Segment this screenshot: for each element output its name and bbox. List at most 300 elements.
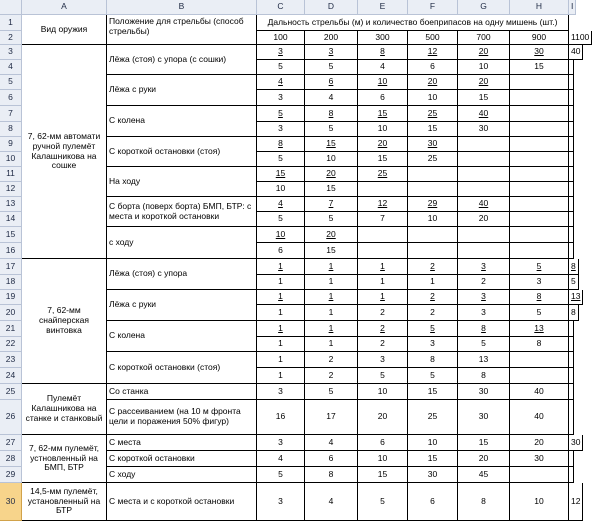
data-cell-e30[interactable] bbox=[358, 483, 408, 521]
data-cell-d4[interactable] bbox=[305, 60, 358, 75]
data-cell-g14[interactable] bbox=[458, 212, 510, 227]
position-cell-16[interactable]: С ходу bbox=[107, 467, 257, 483]
data-cell-h28[interactable] bbox=[510, 451, 569, 467]
data-cell-e25[interactable] bbox=[358, 384, 408, 400]
cell-value: 15 bbox=[326, 183, 336, 194]
position-cell-1[interactable]: Лёжа (стоя) с упора (с сошки) bbox=[107, 45, 257, 75]
weapon-group-1[interactable]: 7, 62-мм автомати ручной пулемёт Калашникова на сошке bbox=[22, 45, 107, 259]
data-cell-g12[interactable] bbox=[458, 182, 510, 197]
data-cell-h29[interactable] bbox=[510, 467, 569, 483]
data-cell-f30[interactable] bbox=[408, 483, 458, 521]
data-cell-c28[interactable] bbox=[257, 451, 305, 467]
row-header-2[interactable]: 2 bbox=[0, 31, 22, 45]
data-cell-d23[interactable] bbox=[305, 352, 358, 368]
data-cell-c24[interactable] bbox=[257, 368, 305, 384]
data-cell-e17[interactable] bbox=[358, 259, 408, 275]
data-cell-d18[interactable] bbox=[305, 275, 358, 290]
row-header-22[interactable]: 22 bbox=[0, 337, 22, 352]
data-cell-c10[interactable] bbox=[257, 152, 305, 167]
data-cell-h12[interactable] bbox=[510, 182, 569, 197]
data-cell-f8[interactable] bbox=[408, 122, 458, 137]
cell-value: 1 bbox=[430, 276, 435, 287]
data-cell-h15[interactable] bbox=[510, 227, 569, 243]
row-header-17[interactable]: 17 bbox=[0, 259, 22, 275]
data-cell-h20[interactable] bbox=[510, 305, 569, 321]
data-cell-i30[interactable] bbox=[569, 483, 583, 521]
data-cell-g11[interactable] bbox=[458, 167, 510, 182]
position-cell-17[interactable]: С места и с короткой остановки bbox=[107, 483, 257, 521]
weapon-group-5[interactable]: 14,5-мм пулемёт, установленный на БТР bbox=[22, 483, 107, 521]
data-cell-c17[interactable] bbox=[257, 259, 305, 275]
data-cell-c16[interactable] bbox=[257, 243, 305, 259]
data-cell-e29[interactable] bbox=[358, 467, 408, 483]
data-cell-d3[interactable] bbox=[305, 45, 358, 60]
data-cell-c7[interactable] bbox=[257, 106, 305, 122]
data-cell-d21[interactable] bbox=[305, 321, 358, 337]
data-cell-d27[interactable] bbox=[305, 435, 358, 451]
data-cell-g8[interactable] bbox=[458, 122, 510, 137]
cell-value: 3 bbox=[278, 123, 283, 134]
data-cell-h25[interactable] bbox=[510, 384, 569, 400]
data-cell-c4[interactable] bbox=[257, 60, 305, 75]
position-cell-9[interactable]: Лёжа с руки bbox=[107, 290, 257, 321]
data-cell-f10[interactable] bbox=[408, 152, 458, 167]
cell-value: 2 bbox=[430, 291, 435, 302]
data-cell-d14[interactable] bbox=[305, 212, 358, 227]
row-header-7[interactable]: 7 bbox=[0, 106, 22, 122]
position-cell-14[interactable]: С места bbox=[107, 435, 257, 451]
data-cell-f7[interactable] bbox=[408, 106, 458, 122]
cell-value: 10 bbox=[377, 452, 388, 463]
header-range-500[interactable]: 500 bbox=[408, 31, 458, 45]
data-cell-i18[interactable] bbox=[569, 275, 579, 290]
column-header-b[interactable]: B bbox=[107, 0, 257, 15]
data-cell-g29[interactable] bbox=[458, 467, 510, 483]
data-cell-d22[interactable] bbox=[305, 337, 358, 352]
cell-value: 1 bbox=[328, 291, 334, 302]
data-cell-i12[interactable] bbox=[569, 182, 574, 197]
cell-value: 10 bbox=[478, 61, 489, 72]
data-cell-c21[interactable] bbox=[257, 321, 305, 337]
data-cell-c15[interactable] bbox=[257, 227, 305, 243]
data-cell-c26[interactable] bbox=[257, 400, 305, 435]
cell-value: 3 bbox=[481, 291, 486, 302]
header-range-900[interactable]: 900 bbox=[510, 31, 569, 45]
data-cell-c6[interactable] bbox=[257, 90, 305, 106]
data-cell-d20[interactable] bbox=[305, 305, 358, 321]
data-cell-d13[interactable] bbox=[305, 197, 358, 212]
data-cell-h4[interactable] bbox=[510, 60, 569, 75]
column-header-e[interactable]: E bbox=[358, 0, 408, 15]
row-header-13[interactable]: 13 bbox=[0, 197, 22, 212]
data-cell-c12[interactable] bbox=[257, 182, 305, 197]
data-cell-f27[interactable] bbox=[408, 435, 458, 451]
data-cell-g30[interactable] bbox=[458, 483, 510, 521]
data-cell-d8[interactable] bbox=[305, 122, 358, 137]
data-cell-h9[interactable] bbox=[510, 137, 569, 152]
data-cell-f23[interactable] bbox=[408, 352, 458, 368]
data-cell-c27[interactable] bbox=[257, 435, 305, 451]
data-cell-h8[interactable] bbox=[510, 122, 569, 137]
data-cell-c18[interactable] bbox=[257, 275, 305, 290]
data-cell-g23[interactable] bbox=[458, 352, 510, 368]
row-header-18[interactable]: 18 bbox=[0, 275, 22, 290]
data-cell-h14[interactable] bbox=[510, 212, 569, 227]
data-cell-e3[interactable] bbox=[358, 45, 408, 60]
data-cell-c8[interactable] bbox=[257, 122, 305, 137]
cell-value: 5 bbox=[278, 213, 283, 224]
cell-value: 7 bbox=[380, 213, 385, 224]
data-cell-c13[interactable] bbox=[257, 197, 305, 212]
data-cell-e11[interactable] bbox=[358, 167, 408, 182]
data-cell-d30[interactable] bbox=[305, 483, 358, 521]
data-cell-c11[interactable] bbox=[257, 167, 305, 182]
data-cell-d26[interactable] bbox=[305, 400, 358, 435]
data-cell-i6[interactable] bbox=[569, 90, 574, 106]
position-cell-13[interactable]: С рассеиванием (на 10 м фронта цели и поражения 50% фигур) bbox=[107, 400, 257, 435]
data-cell-f15[interactable] bbox=[408, 227, 458, 243]
data-cell-g9[interactable] bbox=[458, 137, 510, 152]
position-cell-7[interactable]: с ходу bbox=[107, 227, 257, 259]
data-cell-g13[interactable] bbox=[458, 197, 510, 212]
row-header-28[interactable]: 28 bbox=[0, 451, 22, 467]
data-cell-f24[interactable] bbox=[408, 368, 458, 384]
position-cell-8[interactable]: Лёжа (стоя) с упора bbox=[107, 259, 257, 290]
data-cell-i3[interactable] bbox=[569, 45, 583, 60]
data-cell-f21[interactable] bbox=[408, 321, 458, 337]
data-cell-i22[interactable] bbox=[569, 337, 574, 352]
data-cell-g3[interactable] bbox=[458, 45, 510, 60]
data-cell-d15[interactable] bbox=[305, 227, 358, 243]
data-cell-c20[interactable] bbox=[257, 305, 305, 321]
data-cell-e22[interactable] bbox=[358, 337, 408, 352]
column-header-a[interactable]: A bbox=[22, 0, 107, 15]
data-cell-e13[interactable] bbox=[358, 197, 408, 212]
data-cell-i8[interactable] bbox=[569, 122, 574, 137]
row-header-5[interactable]: 5 bbox=[0, 75, 22, 90]
data-cell-d10[interactable] bbox=[305, 152, 358, 167]
data-cell-i10[interactable] bbox=[569, 152, 574, 167]
data-cell-i15[interactable] bbox=[569, 227, 574, 243]
data-cell-e28[interactable] bbox=[358, 451, 408, 467]
data-cell-i28[interactable] bbox=[569, 451, 574, 467]
data-cell-h6[interactable] bbox=[510, 90, 569, 106]
cell-value: 2 bbox=[328, 369, 334, 380]
column-header-f[interactable]: F bbox=[408, 0, 458, 15]
data-cell-h23[interactable] bbox=[510, 352, 569, 368]
row-header-23[interactable]: 23 bbox=[0, 352, 22, 368]
data-cell-f22[interactable] bbox=[408, 337, 458, 352]
data-cell-i9[interactable] bbox=[569, 137, 574, 152]
data-cell-e9[interactable] bbox=[358, 137, 408, 152]
data-cell-e15[interactable] bbox=[358, 227, 408, 243]
position-cell-11[interactable]: С короткой остановки (стоя) bbox=[107, 352, 257, 384]
data-cell-d9[interactable] bbox=[305, 137, 358, 152]
data-cell-f19[interactable] bbox=[408, 290, 458, 305]
data-cell-f16[interactable] bbox=[408, 243, 458, 259]
row-header-25[interactable]: 25 bbox=[0, 384, 22, 400]
data-cell-h3[interactable] bbox=[510, 45, 569, 60]
data-cell-h26[interactable] bbox=[510, 400, 569, 435]
cell-value: 29 bbox=[427, 198, 438, 209]
cell-value: 1 bbox=[278, 276, 283, 287]
data-cell-f29[interactable] bbox=[408, 467, 458, 483]
position-cell-15[interactable]: С короткой остановки bbox=[107, 451, 257, 467]
header-range-1100[interactable]: 1100 bbox=[569, 31, 592, 45]
data-cell-f18[interactable] bbox=[408, 275, 458, 290]
data-cell-e23[interactable] bbox=[358, 352, 408, 368]
row-header-21[interactable]: 21 bbox=[0, 321, 22, 337]
data-cell-i11[interactable] bbox=[569, 167, 574, 182]
data-cell-f26[interactable] bbox=[408, 400, 458, 435]
data-cell-h16[interactable] bbox=[510, 243, 569, 259]
cell-value: 8 bbox=[380, 46, 385, 57]
data-cell-f14[interactable] bbox=[408, 212, 458, 227]
row-header-16[interactable]: 16 bbox=[0, 243, 22, 259]
data-cell-d24[interactable] bbox=[305, 368, 358, 384]
data-cell-f13[interactable] bbox=[408, 197, 458, 212]
weapon-group-2[interactable]: 7, 62-мм снайперская винтовка bbox=[22, 259, 107, 384]
data-cell-c5[interactable] bbox=[257, 75, 305, 90]
row-header-4[interactable]: 4 bbox=[0, 60, 22, 75]
cell-value: 6 bbox=[328, 76, 334, 87]
position-cell-10[interactable]: С колена bbox=[107, 321, 257, 352]
cell-value: 25 bbox=[427, 153, 438, 164]
position-cell-5[interactable]: На ходу bbox=[107, 167, 257, 197]
data-cell-c30[interactable] bbox=[257, 483, 305, 521]
data-cell-c29[interactable] bbox=[257, 467, 305, 483]
header-range-700[interactable]: 700 bbox=[458, 31, 510, 45]
data-cell-h13[interactable] bbox=[510, 197, 569, 212]
data-cell-f6[interactable] bbox=[408, 90, 458, 106]
data-cell-f3[interactable] bbox=[408, 45, 458, 60]
cell-value: 1 bbox=[380, 276, 385, 287]
data-cell-g18[interactable] bbox=[458, 275, 510, 290]
row-header-3[interactable]: 3 bbox=[0, 45, 22, 60]
row-header-6[interactable]: 6 bbox=[0, 90, 22, 106]
position-cell-6[interactable]: С борта (поверх борта) БМП, БТР: с места и короткой остановки bbox=[107, 197, 257, 227]
data-cell-e5[interactable] bbox=[358, 75, 408, 90]
data-cell-g25[interactable] bbox=[458, 384, 510, 400]
cell-value: 13 bbox=[571, 291, 581, 302]
data-cell-g27[interactable] bbox=[458, 435, 510, 451]
cell-value: 4 bbox=[278, 76, 283, 87]
data-cell-f20[interactable] bbox=[408, 305, 458, 321]
data-cell-d5[interactable] bbox=[305, 75, 358, 90]
data-cell-i5[interactable] bbox=[569, 75, 574, 90]
column-header-h[interactable]: H bbox=[510, 0, 569, 15]
data-cell-g17[interactable] bbox=[458, 259, 510, 275]
data-cell-e26[interactable] bbox=[358, 400, 408, 435]
data-cell-g7[interactable] bbox=[458, 106, 510, 122]
data-cell-i13[interactable] bbox=[569, 197, 574, 212]
data-cell-h19[interactable] bbox=[510, 290, 569, 305]
row-header-9[interactable]: 9 bbox=[0, 137, 22, 152]
data-cell-h24[interactable] bbox=[510, 368, 569, 384]
position-cell-2[interactable]: Лёжа с руки bbox=[107, 75, 257, 106]
data-cell-i16[interactable] bbox=[569, 243, 574, 259]
data-cell-f5[interactable] bbox=[408, 75, 458, 90]
data-cell-d12[interactable] bbox=[305, 182, 358, 197]
header-range-title[interactable]: Дальность стрельбы (м) и количество боеприпасов на одну мишень (шт.) bbox=[257, 15, 569, 31]
column-header-g[interactable]: G bbox=[458, 0, 510, 15]
data-cell-f11[interactable] bbox=[408, 167, 458, 182]
row-header-12[interactable]: 12 bbox=[0, 182, 22, 197]
header-weapon[interactable]: Вид оружия bbox=[22, 15, 107, 45]
data-cell-g16[interactable] bbox=[458, 243, 510, 259]
data-cell-h18[interactable] bbox=[510, 275, 569, 290]
position-cell-12[interactable]: Со станка bbox=[107, 384, 257, 400]
data-cell-g26[interactable] bbox=[458, 400, 510, 435]
data-cell-d19[interactable] bbox=[305, 290, 358, 305]
data-cell-h5[interactable] bbox=[510, 75, 569, 90]
cell-value: 2 bbox=[328, 353, 334, 364]
data-cell-i19[interactable] bbox=[569, 290, 583, 305]
position-cell-3[interactable]: С колена bbox=[107, 106, 257, 137]
data-cell-g6[interactable] bbox=[458, 90, 510, 106]
data-cell-f9[interactable] bbox=[408, 137, 458, 152]
data-cell-c22[interactable] bbox=[257, 337, 305, 352]
data-cell-g24[interactable] bbox=[458, 368, 510, 384]
data-cell-e4[interactable] bbox=[358, 60, 408, 75]
cell-value: 15 bbox=[377, 468, 388, 479]
data-cell-i14[interactable] bbox=[569, 212, 574, 227]
data-cell-c14[interactable] bbox=[257, 212, 305, 227]
row-header-26[interactable]: 26 bbox=[0, 400, 22, 435]
cell-value: 4 bbox=[278, 198, 283, 209]
cell-value: 1 bbox=[328, 260, 334, 271]
data-cell-e27[interactable] bbox=[358, 435, 408, 451]
data-cell-f28[interactable] bbox=[408, 451, 458, 467]
data-cell-i7[interactable] bbox=[569, 106, 574, 122]
data-cell-e10[interactable] bbox=[358, 152, 408, 167]
row-header-8[interactable]: 8 bbox=[0, 122, 22, 137]
data-cell-i4[interactable] bbox=[569, 60, 574, 75]
data-cell-g20[interactable] bbox=[458, 305, 510, 321]
data-cell-h17[interactable] bbox=[510, 259, 569, 275]
column-header-c[interactable]: C bbox=[257, 0, 305, 15]
data-cell-g10[interactable] bbox=[458, 152, 510, 167]
cell-value: 10 bbox=[377, 123, 388, 134]
data-cell-e18[interactable] bbox=[358, 275, 408, 290]
header-range-300[interactable]: 300 bbox=[358, 31, 408, 45]
data-cell-e12[interactable] bbox=[358, 182, 408, 197]
data-cell-e21[interactable] bbox=[358, 321, 408, 337]
data-cell-e8[interactable] bbox=[358, 122, 408, 137]
data-cell-g19[interactable] bbox=[458, 290, 510, 305]
position-cell-4[interactable]: С короткой остановки (стоя) bbox=[107, 137, 257, 167]
select-all-corner[interactable] bbox=[0, 0, 22, 15]
data-cell-d7[interactable] bbox=[305, 106, 358, 122]
row-header-24[interactable]: 24 bbox=[0, 368, 22, 384]
data-cell-e7[interactable] bbox=[358, 106, 408, 122]
row-header-14[interactable]: 14 bbox=[0, 212, 22, 227]
row-header-11[interactable]: 11 bbox=[0, 167, 22, 182]
data-cell-i23[interactable] bbox=[569, 352, 574, 368]
data-cell-i20[interactable] bbox=[569, 305, 579, 321]
data-cell-g15[interactable] bbox=[458, 227, 510, 243]
data-cell-i25[interactable] bbox=[569, 384, 574, 400]
data-cell-h27[interactable] bbox=[510, 435, 569, 451]
data-cell-f17[interactable] bbox=[408, 259, 458, 275]
data-cell-g5[interactable] bbox=[458, 75, 510, 90]
data-cell-h10[interactable] bbox=[510, 152, 569, 167]
data-cell-c25[interactable] bbox=[257, 384, 305, 400]
cell-value: 10 bbox=[326, 153, 336, 164]
row-header-15[interactable]: 15 bbox=[0, 227, 22, 243]
data-cell-g22[interactable] bbox=[458, 337, 510, 352]
data-cell-d17[interactable] bbox=[305, 259, 358, 275]
data-cell-e20[interactable] bbox=[358, 305, 408, 321]
row-header-10[interactable]: 10 bbox=[0, 152, 22, 167]
data-cell-c9[interactable] bbox=[257, 137, 305, 152]
data-cell-h22[interactable] bbox=[510, 337, 569, 352]
cell-value: 15 bbox=[377, 153, 388, 164]
cell-value: 5 bbox=[328, 123, 334, 134]
header-position[interactable]: Положение для стрельбы (способ стрельбы) bbox=[107, 15, 257, 45]
data-cell-e6[interactable] bbox=[358, 90, 408, 106]
data-cell-i21[interactable] bbox=[569, 321, 574, 337]
column-header-d[interactable]: D bbox=[305, 0, 358, 15]
data-cell-h11[interactable] bbox=[510, 167, 569, 182]
data-cell-i17[interactable] bbox=[569, 259, 579, 275]
data-cell-g28[interactable] bbox=[458, 451, 510, 467]
row-header-29[interactable]: 29 bbox=[0, 467, 22, 483]
cell-value: 5 bbox=[278, 468, 283, 479]
data-cell-e14[interactable] bbox=[358, 212, 408, 227]
data-cell-c23[interactable] bbox=[257, 352, 305, 368]
row-header-1[interactable]: 1 bbox=[0, 15, 22, 31]
data-cell-d11[interactable] bbox=[305, 167, 358, 182]
data-cell-h7[interactable] bbox=[510, 106, 569, 122]
row-header-19[interactable]: 19 bbox=[0, 290, 22, 305]
data-cell-c3[interactable] bbox=[257, 45, 305, 60]
weapon-group-4[interactable]: 7, 62-мм пулемёт, устновленный на БМП, БТР bbox=[22, 435, 107, 483]
data-cell-d25[interactable] bbox=[305, 384, 358, 400]
data-cell-g21[interactable] bbox=[458, 321, 510, 337]
column-header-i[interactable]: I bbox=[569, 0, 576, 15]
cell-value: 5 bbox=[430, 322, 435, 333]
cell-value: 30 bbox=[478, 123, 489, 134]
header-range-100[interactable]: 100 bbox=[257, 31, 305, 45]
cell-value: 3 bbox=[380, 353, 385, 364]
weapon-group-3[interactable]: Пулемёт Калашникова на станке и станковый bbox=[22, 384, 107, 435]
data-cell-d16[interactable] bbox=[305, 243, 358, 259]
data-cell-g4[interactable] bbox=[458, 60, 510, 75]
data-cell-i27[interactable] bbox=[569, 435, 583, 451]
data-cell-f4[interactable] bbox=[408, 60, 458, 75]
header-range-200[interactable]: 200 bbox=[305, 31, 358, 45]
data-cell-h21[interactable] bbox=[510, 321, 569, 337]
cell-value: 4 bbox=[380, 61, 385, 72]
data-cell-i24[interactable] bbox=[569, 368, 574, 384]
data-cell-e19[interactable] bbox=[358, 290, 408, 305]
data-cell-c19[interactable] bbox=[257, 290, 305, 305]
data-cell-f25[interactable] bbox=[408, 384, 458, 400]
data-cell-i26[interactable] bbox=[569, 400, 574, 435]
data-cell-h30[interactable] bbox=[510, 483, 569, 521]
row-header-30[interactable]: 30 bbox=[0, 483, 22, 521]
row-header-20[interactable]: 20 bbox=[0, 305, 22, 321]
data-cell-i29[interactable] bbox=[569, 467, 574, 483]
row-header-27[interactable]: 27 bbox=[0, 435, 22, 451]
data-cell-d29[interactable] bbox=[305, 467, 358, 483]
data-cell-e16[interactable] bbox=[358, 243, 408, 259]
data-cell-e24[interactable] bbox=[358, 368, 408, 384]
data-cell-d28[interactable] bbox=[305, 451, 358, 467]
data-cell-d6[interactable] bbox=[305, 90, 358, 106]
data-cell-f12[interactable] bbox=[408, 182, 458, 197]
